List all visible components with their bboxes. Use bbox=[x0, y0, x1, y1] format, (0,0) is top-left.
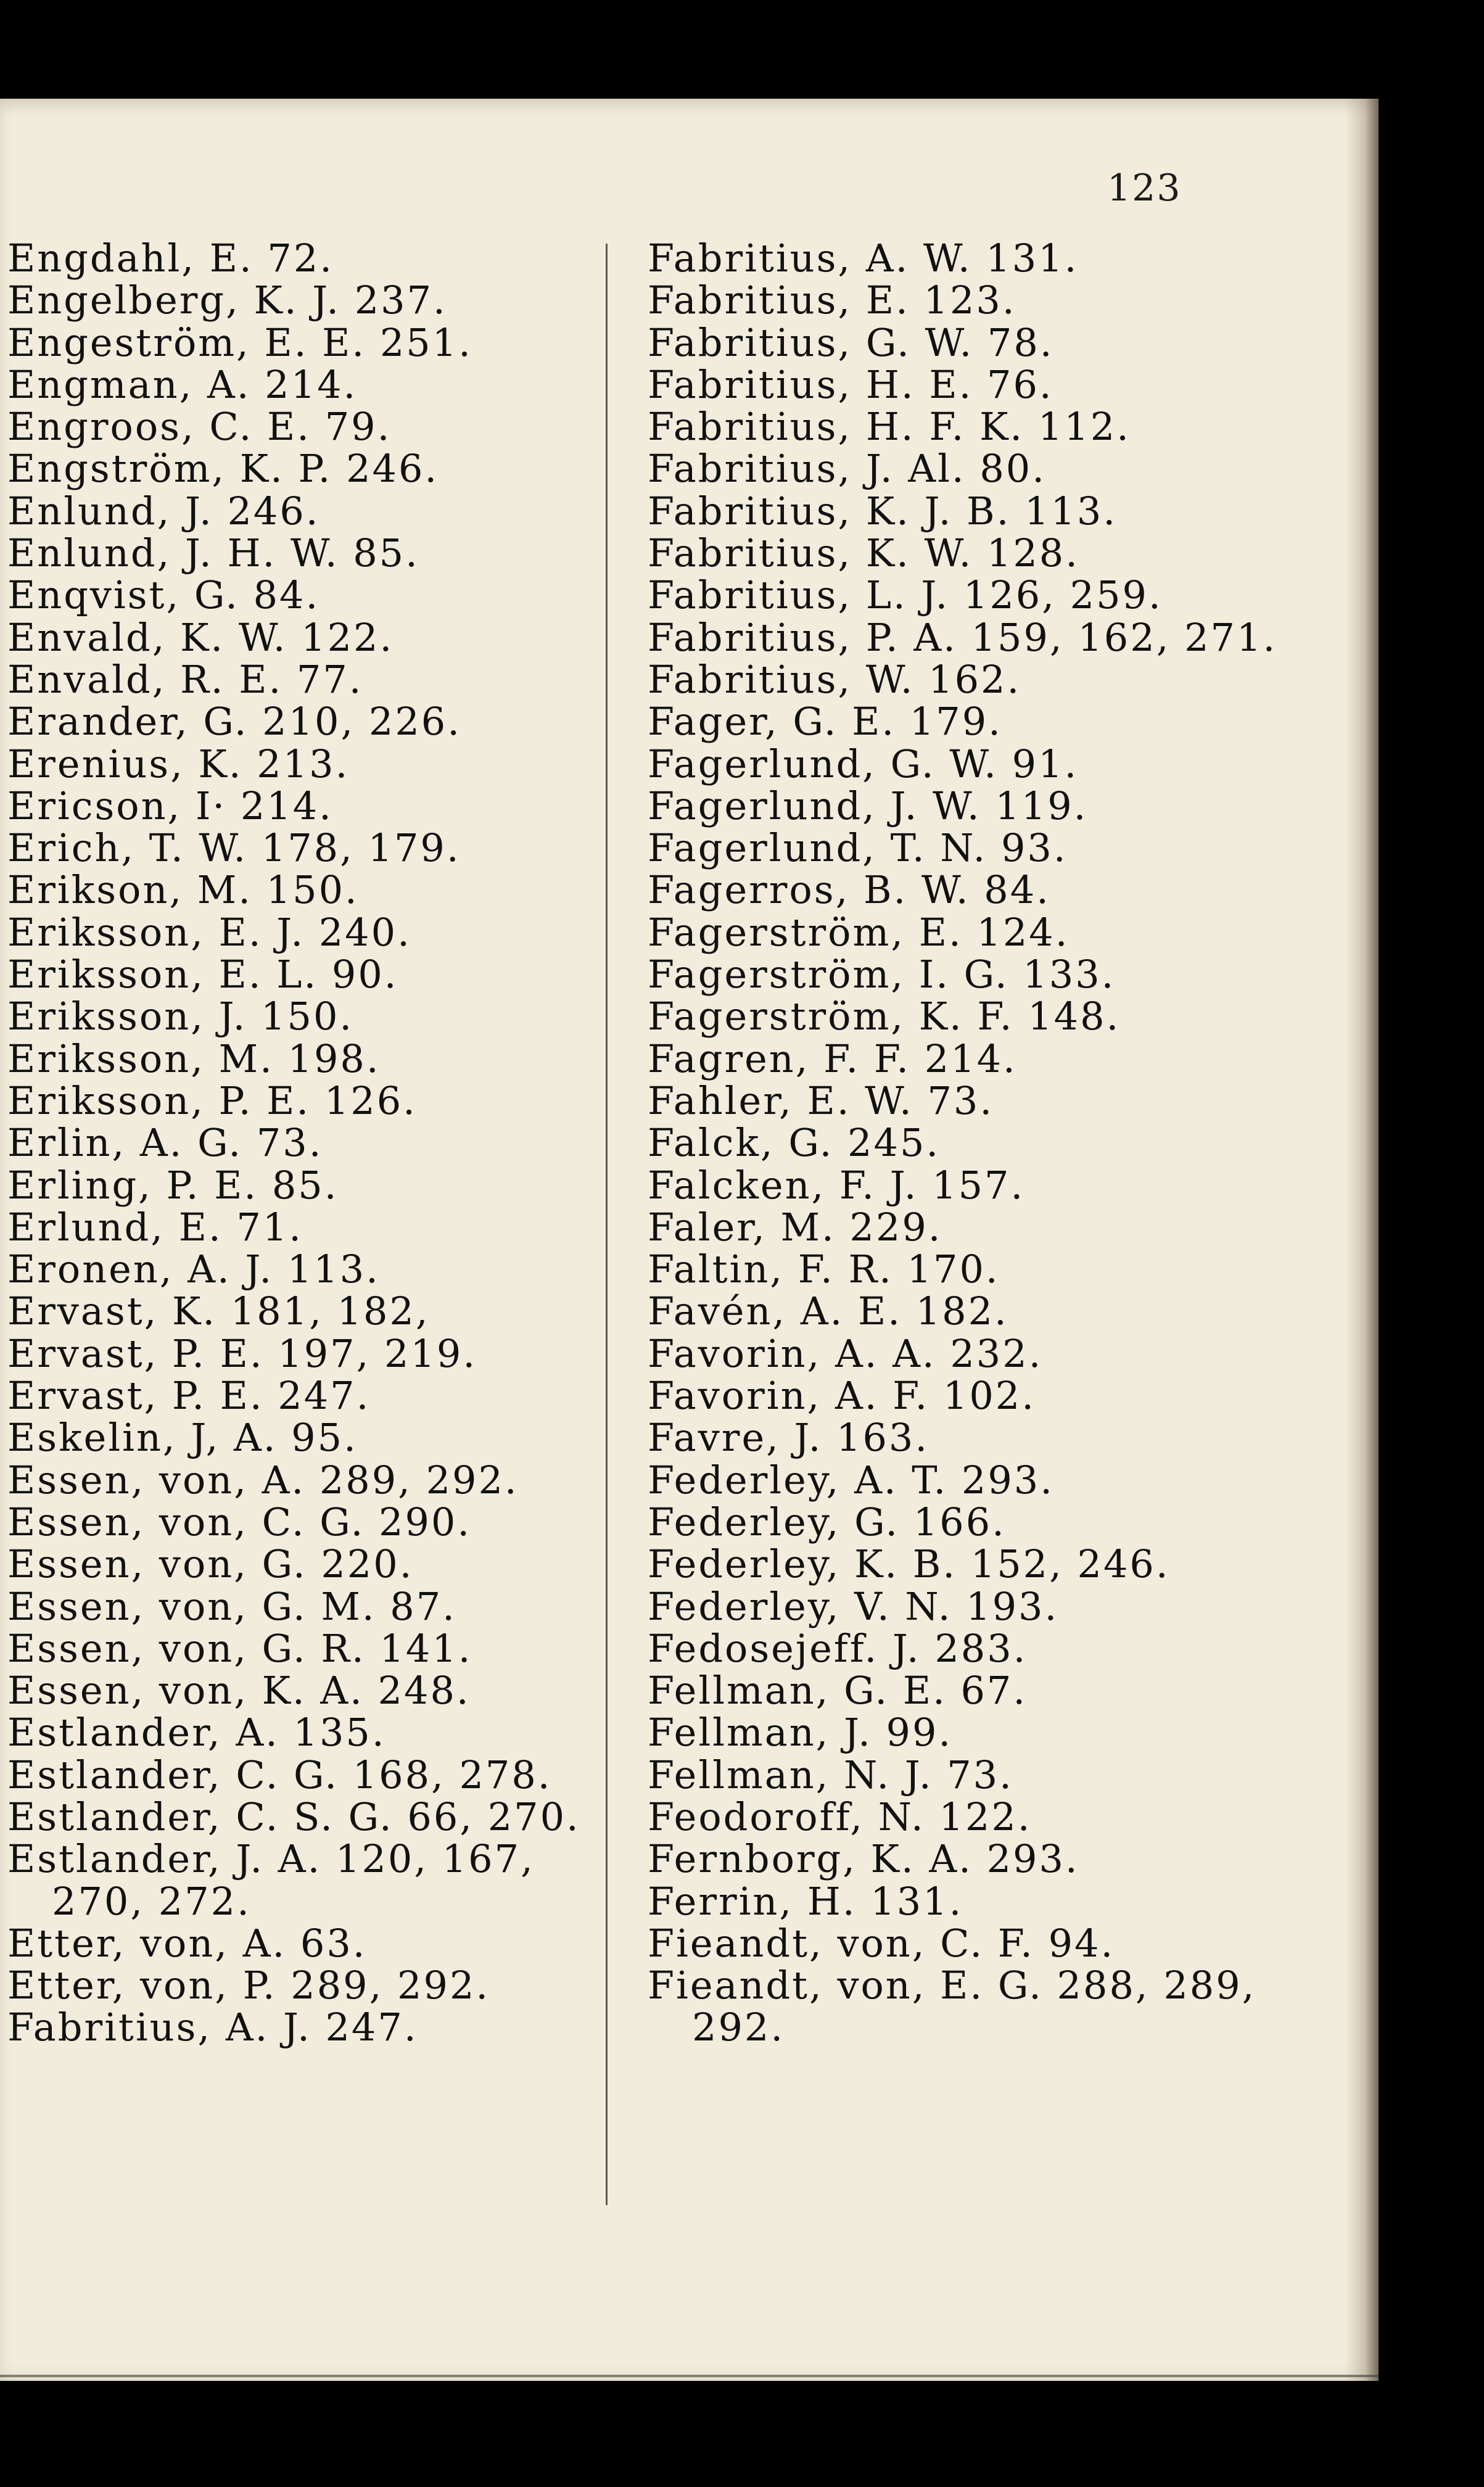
index-entry: Estlander, A. 135. bbox=[7, 1710, 386, 1755]
page-number: 123 bbox=[1107, 167, 1182, 210]
index-entry: Fagerström, I. G. 133. bbox=[648, 952, 1116, 997]
index-column-right bbox=[648, 237, 1338, 2049]
index-entry: Estlander, C. G. 168, 278. bbox=[7, 1752, 552, 1797]
index-entry: Engelberg, K. J. 237. bbox=[7, 278, 447, 323]
index-entry: Falcken, F. J. 157. bbox=[648, 1162, 1025, 1208]
index-entry: Fabritius, P. A. 159, 162, 271. bbox=[648, 614, 1277, 660]
index-entry: Ervast, P. E. 247. bbox=[7, 1373, 371, 1419]
index-entry: Estlander, J. A. 120, 167, bbox=[7, 1836, 535, 1882]
index-entry: Eriksson, P. E. 126. bbox=[7, 1078, 417, 1123]
index-entry: Enlund, J. H. W. 85. bbox=[7, 530, 419, 576]
index-entry: Fabritius, H. F. K. 112. bbox=[648, 404, 1131, 450]
index-entry: Favorin, A. F. 102. bbox=[648, 1373, 1036, 1419]
index-entry: Ervast, P. E. 197, 219. bbox=[7, 1330, 477, 1376]
index-entry: Erling, P. E. 85. bbox=[7, 1162, 339, 1208]
page-bottom-edge bbox=[0, 2375, 1379, 2377]
index-entry: Federley, G. 166. bbox=[648, 1499, 1006, 1545]
index-entry: Fagerros, B. W. 84. bbox=[648, 867, 1050, 913]
index-entry: Essen, von, C. G. 290. bbox=[7, 1499, 472, 1545]
index-entry: Fedosejeff. J. 283. bbox=[648, 1625, 1028, 1671]
index-entry: Essen, von, K. A. 248. bbox=[7, 1668, 471, 1714]
index-entry: Essen, von, G. 220. bbox=[7, 1541, 414, 1587]
index-entry: Engdahl, E. 72. bbox=[7, 236, 334, 281]
index-entry: Engman, A. 214. bbox=[7, 361, 358, 407]
index-entry: Etter, von, A. 63. bbox=[7, 1920, 367, 1966]
index-entry: Envald, K. W. 122. bbox=[7, 614, 394, 660]
index-entry: Federley, A. T. 293. bbox=[648, 1457, 1054, 1503]
index-entry: Fagerlund, T. N. 93. bbox=[648, 825, 1068, 871]
index-entry: Fabritius, E. 123. bbox=[648, 278, 1016, 323]
index-entry: Eriksson, E. J. 240. bbox=[7, 909, 411, 955]
index-entry: Feodoroff, N. 122. bbox=[648, 1794, 1032, 1839]
index-entry: Fabritius, J. Al. 80. bbox=[648, 446, 1046, 492]
index-entry: Faltin, F. R. 170. bbox=[648, 1247, 1000, 1292]
index-entry: Enlund, J. 246. bbox=[7, 488, 320, 534]
index-entry: Envald, R. E. 77. bbox=[7, 656, 363, 702]
index-entry: Fellman, G. E. 67. bbox=[648, 1668, 1028, 1714]
index-entry: Fagerström, E. 124. bbox=[648, 909, 1070, 955]
index-entry: Favén, A. E. 182. bbox=[648, 1289, 1008, 1334]
index-entry: Federley, K. B. 152, 246. bbox=[648, 1541, 1170, 1587]
index-entry: Ervast, K. 181, 182, bbox=[7, 1289, 430, 1334]
index-entry: Faler, M. 229. bbox=[648, 1204, 942, 1250]
index-entry: Erikson, M. 150. bbox=[7, 867, 359, 913]
index-entry: Enqvist, G. 84. bbox=[7, 572, 320, 618]
index-entry: Fabritius, K. W. 128. bbox=[648, 530, 1079, 576]
index-entry: Fellman, N. J. 73. bbox=[648, 1752, 1013, 1797]
index-entry: Eskelin, J, A. 95. bbox=[7, 1415, 358, 1461]
index-entry: Erich, T. W. 178, 179. bbox=[7, 825, 461, 871]
index-entry: Fagerlund, J. W. 119. bbox=[648, 783, 1088, 828]
index-entry: Eriksson, J. 150. bbox=[7, 994, 354, 1039]
index-entry: Engeström, E. E. 251. bbox=[7, 320, 472, 365]
index-entry: Estlander, C. S. G. 66, 270. bbox=[7, 1794, 580, 1839]
index-entry: Fabritius, A. J. 247. bbox=[7, 2005, 418, 2050]
index-entry: Erenius, K. 213. bbox=[7, 741, 350, 786]
index-entry: Federley, V. N. 193. bbox=[648, 1583, 1059, 1629]
index-entry: Fahler, E. W. 73. bbox=[648, 1078, 994, 1123]
index-entry-continuation: 292. bbox=[692, 2005, 785, 2050]
index-entry: Eronen, A. J. 113. bbox=[7, 1247, 380, 1292]
index-entry: Fabritius, G. W. 78. bbox=[648, 320, 1054, 365]
index-entry: Fagren, F. F. 214. bbox=[648, 1036, 1017, 1081]
index-entry: Fabritius, W. 162. bbox=[648, 656, 1021, 702]
index-entry: Fieandt, von, E. G. 288, 289, bbox=[648, 1963, 1256, 2008]
index-entry: Ericson, I· 214. bbox=[7, 783, 333, 828]
index-entry: Favorin, A. A. 232. bbox=[648, 1330, 1043, 1376]
index-entry: Essen, von, G. M. 87. bbox=[7, 1583, 456, 1629]
index-entry: Eriksson, M. 198. bbox=[7, 1036, 381, 1081]
index-entry: Fabritius, H. E. 76. bbox=[648, 361, 1053, 407]
page-edge-shadow bbox=[1345, 99, 1379, 2381]
index-entry: Fabritius, K. J. B. 113. bbox=[648, 488, 1118, 534]
index-entry: Falck, G. 245. bbox=[648, 1120, 941, 1166]
index-entry: Favre, J. 163. bbox=[648, 1415, 930, 1461]
index-entry: Ferrin, H. 131. bbox=[648, 1878, 963, 1924]
index-entry: Fieandt, von, C. F. 94. bbox=[648, 1920, 1115, 1966]
index-column-left bbox=[7, 237, 593, 2049]
index-entry: Fabritius, A. W. 131. bbox=[648, 236, 1079, 281]
index-entry: Erander, G. 210, 226. bbox=[7, 699, 461, 744]
index-entry: Fabritius, L. J. 126, 259. bbox=[648, 572, 1163, 618]
column-divider bbox=[606, 244, 608, 2205]
index-entry: Essen, von, G. R. 141. bbox=[7, 1625, 472, 1671]
index-entry: Erlund, E. 71. bbox=[7, 1204, 303, 1250]
index-entry: Engroos, C. E. 79. bbox=[7, 404, 392, 450]
index-entry: Fernborg, K. A. 293. bbox=[648, 1836, 1079, 1882]
index-entry: Fagerlund, G. W. 91. bbox=[648, 741, 1079, 786]
index-entry: Engström, K. P. 246. bbox=[7, 446, 439, 492]
index-entry: Etter, von, P. 289, 292. bbox=[7, 1963, 490, 2008]
index-entry: Erlin, A. G. 73. bbox=[7, 1120, 323, 1166]
index-entry: Fager, G. E. 179. bbox=[648, 699, 1002, 744]
index-entry: Eriksson, E. L. 90. bbox=[7, 952, 398, 997]
index-entry: Essen, von, A. 289, 292. bbox=[7, 1457, 519, 1503]
index-entry: Fagerström, K. F. 148. bbox=[648, 994, 1121, 1039]
index-entry: Fellman, J. 99. bbox=[648, 1710, 953, 1755]
index-entry-continuation: 270, 272. bbox=[52, 1878, 251, 1924]
